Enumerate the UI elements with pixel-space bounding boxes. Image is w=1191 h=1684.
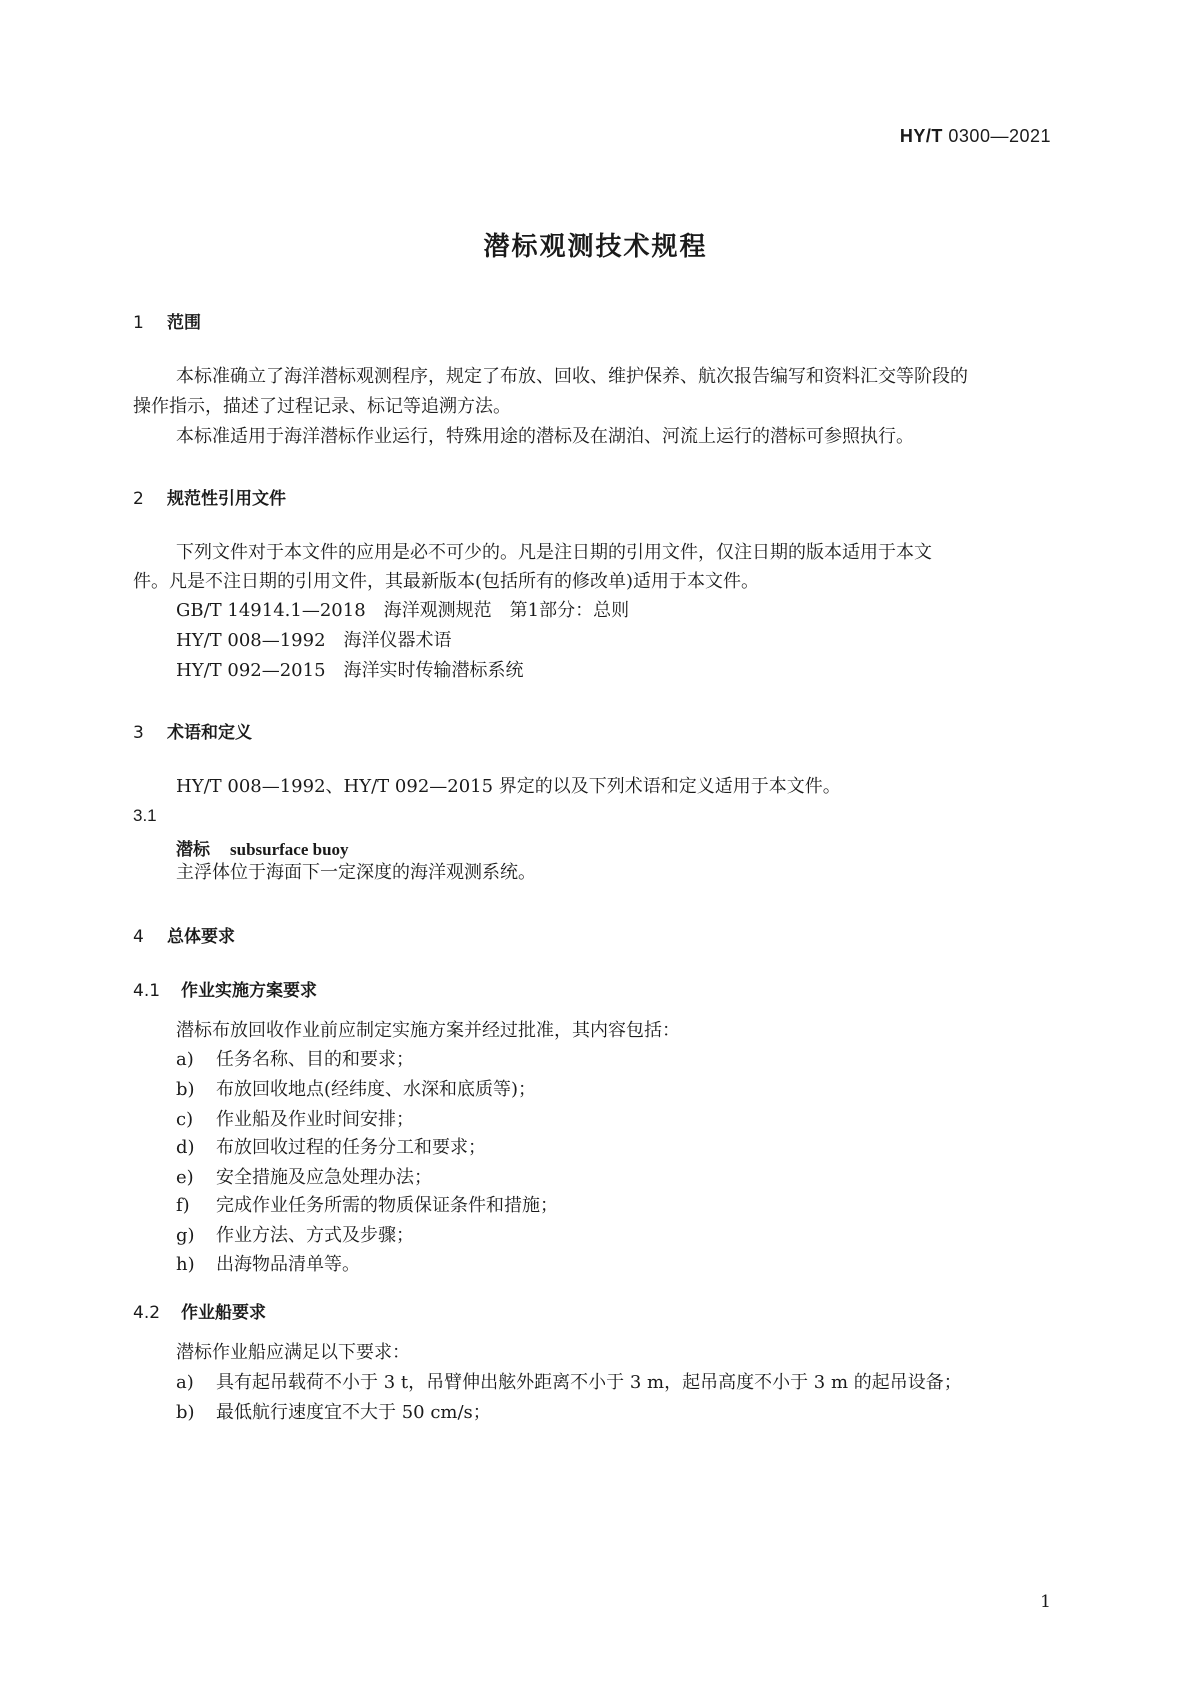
paragraph: 操作指示，描述了过程记录、标记等追溯方法。 xyxy=(133,396,511,417)
section-2-heading xyxy=(133,484,286,509)
list-marker: h) xyxy=(176,1254,195,1275)
list-marker: e) xyxy=(176,1167,194,1188)
subsection-title: 作业船要求 xyxy=(181,1303,266,1323)
list-text: 出海物品清单等。 xyxy=(216,1254,360,1275)
section-title: 术语和定义 xyxy=(167,723,252,743)
list-text: 作业船及作业时间安排； xyxy=(216,1109,414,1130)
list-text: 最低航行速度宜不大于 50 cm/s； xyxy=(216,1402,491,1423)
list-text: 作业方法、方式及步骤； xyxy=(216,1225,414,1246)
section-number: 1 xyxy=(133,313,144,333)
section-number: 4 xyxy=(133,927,144,947)
list-marker: c) xyxy=(176,1109,194,1130)
term-definition: 主浮体位于海面下一定深度的海洋观测系统。 xyxy=(176,862,536,883)
section-title: 范围 xyxy=(167,313,201,333)
document-code xyxy=(900,126,1051,147)
list-item xyxy=(176,1398,491,1428)
subsection-4-2-heading xyxy=(133,1298,266,1323)
list-marker: b) xyxy=(176,1402,195,1423)
list-marker: a) xyxy=(176,1049,194,1070)
document-code-number: 0300—2021 xyxy=(948,126,1051,146)
section-title: 规范性引用文件 xyxy=(167,489,286,509)
subsection-title: 作业实施方案要求 xyxy=(181,981,317,1001)
section-number: 3 xyxy=(133,723,144,743)
list-item xyxy=(176,1075,536,1105)
list-text: 布放回收过程的任务分工和要求； xyxy=(216,1137,486,1158)
list-text: 完成作业任务所需的物质保证条件和措施； xyxy=(216,1195,558,1216)
list-item xyxy=(176,1045,414,1075)
list-item xyxy=(176,1250,360,1280)
page-title: 潜标观测技术规程 xyxy=(483,232,708,262)
section-3-heading xyxy=(133,718,252,743)
reference-item: HY/T 092—2015 海洋实时传输潜标系统 xyxy=(176,660,524,681)
section-title: 总体要求 xyxy=(167,927,235,947)
list-item xyxy=(176,1368,962,1398)
page-number: 1 xyxy=(1040,1592,1051,1612)
list-marker: g) xyxy=(176,1225,195,1246)
subsection-number: 4.2 xyxy=(133,1303,161,1323)
list-text: 任务名称、目的和要求； xyxy=(216,1049,414,1070)
paragraph: 潜标作业船应满足以下要求： xyxy=(176,1342,410,1363)
list-item xyxy=(176,1163,432,1193)
paragraph: 下列文件对于本文件的应用是必不可少的。凡是注日期的引用文件，仅注日期的版本适用于本文 xyxy=(176,542,932,563)
term-name xyxy=(176,835,349,860)
section-1-heading xyxy=(133,308,201,333)
list-text: 安全措施及应急处理办法； xyxy=(216,1167,432,1188)
reference-item: GB/T 14914.1—2018 海洋观测规范 第1部分：总则 xyxy=(176,600,630,621)
term-name-zh: 潜标 xyxy=(176,840,210,860)
paragraph: HY/T 008—1992、HY/T 092—2015 界定的以及下列术语和定义适用于本文件。 xyxy=(176,776,841,797)
list-marker: b) xyxy=(176,1079,195,1100)
list-item xyxy=(176,1191,558,1221)
term-name-en: subsurface buoy xyxy=(230,840,349,859)
list-text: 具有起吊载荷不小于 3 t，吊臂伸出舷外距离不小于 3 m，起吊高度不小于 3 m 的起吊设备； xyxy=(216,1372,962,1393)
paragraph: 潜标布放回收作业前应制定实施方案并经过批准，其内容包括： xyxy=(176,1020,680,1041)
subsection-4-1-heading xyxy=(133,976,317,1001)
reference-item: HY/T 008—1992 海洋仪器术语 xyxy=(176,630,452,651)
list-item xyxy=(176,1221,414,1251)
document-code-prefix: HY/T xyxy=(899,126,943,146)
list-item xyxy=(176,1105,414,1135)
list-marker: a) xyxy=(176,1372,194,1393)
paragraph: 本标准确立了海洋潜标观测程序，规定了布放、回收、维护保养、航次报告编写和资料汇交等阶段的 xyxy=(176,366,968,387)
list-marker: f) xyxy=(176,1195,190,1216)
subsection-number: 4.1 xyxy=(133,981,161,1001)
paragraph: 本标准适用于海洋潜标作业运行，特殊用途的潜标及在湖泊、河流上运行的潜标可参照执行。 xyxy=(176,426,914,447)
section-4-heading xyxy=(133,922,235,947)
list-text: 布放回收地点(经纬度、水深和底质等)； xyxy=(216,1079,537,1100)
term-number: 3.1 xyxy=(133,806,157,825)
list-item xyxy=(176,1133,486,1163)
section-number: 2 xyxy=(133,489,144,509)
list-marker: d) xyxy=(176,1137,195,1158)
paragraph: 件。凡是不注日期的引用文件，其最新版本(包括所有的修改单)适用于本文件。 xyxy=(133,571,760,592)
